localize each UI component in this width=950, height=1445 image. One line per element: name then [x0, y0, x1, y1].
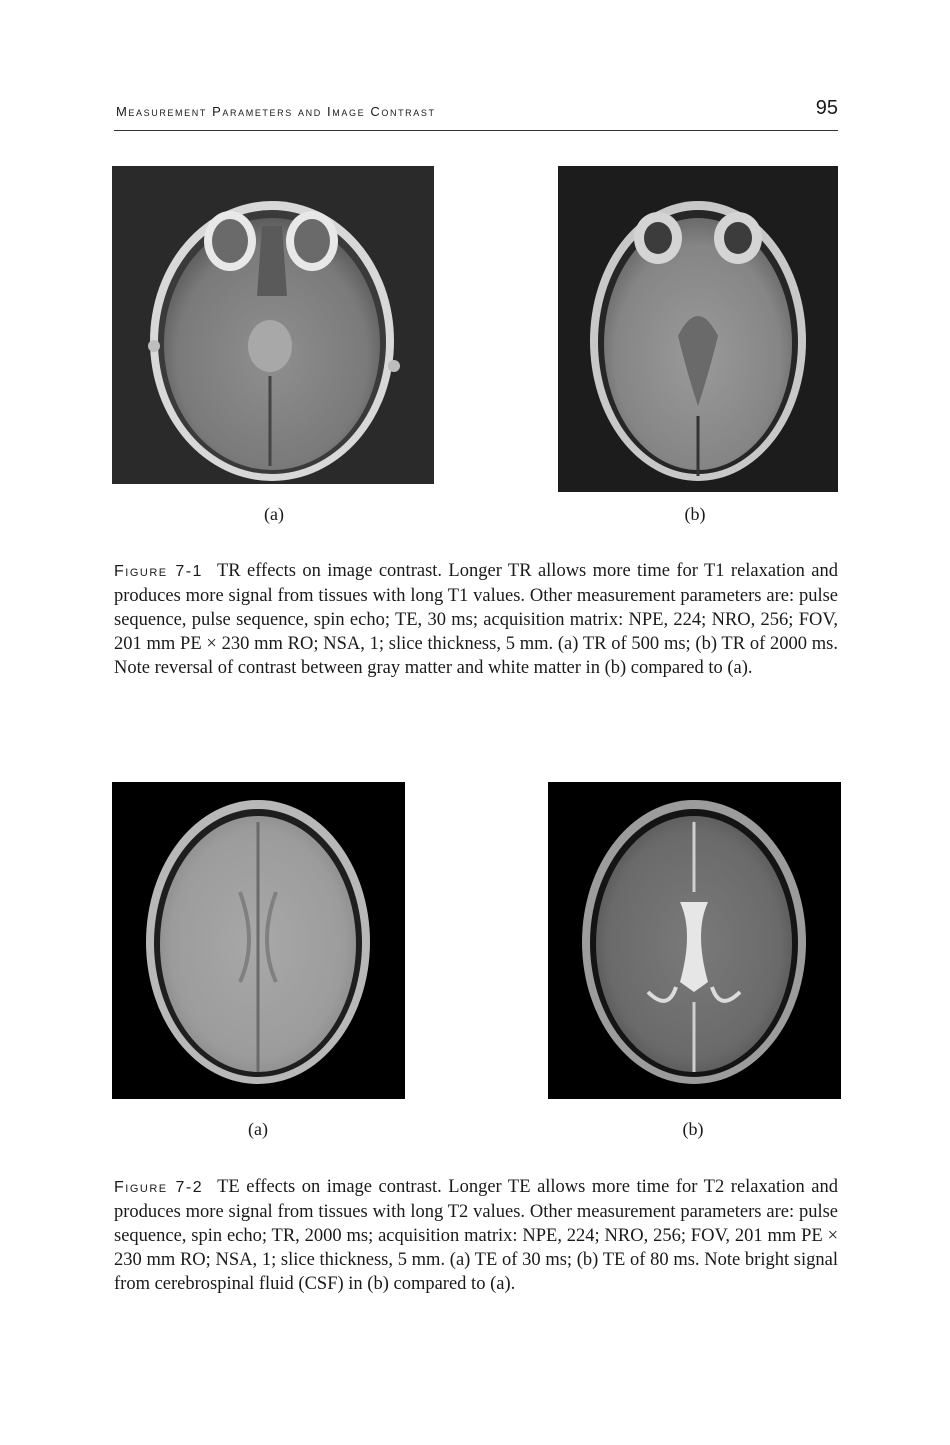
figure1-panel-b-image: [558, 166, 838, 492]
figure1-caption: [114, 559, 838, 680]
figure2-panel-b-image: [548, 782, 841, 1099]
figure1-caption-text: TR effects on image contrast. Longer TR allows more time for T1 relaxation and produces more signal from tissues with long T1 values. Other measurement parameters are: pulse sequence, pulse sequence, spin echo; TE, 30 ms; acquisition matrix: NPE, 224; NRO, 256; FOV, 201 mm PE × 230 mm RO; NSA, 1; slice thickness, 5 mm. (a) TR of 500 ms; (b) TR of 2000 ms. Note reversal of contrast between gray matter and white matter in (b) compared to (a).: [114, 561, 838, 678]
figure1-label-a: (a): [264, 504, 284, 524]
figure2-panel-a-image: [112, 782, 405, 1099]
brain-mri-image: [558, 166, 838, 492]
running-head: [114, 97, 838, 131]
figure1-panel-a-image: [112, 166, 434, 484]
figure2-caption-label: Figure 7-2: [114, 1179, 204, 1196]
running-title: Measurement Parameters and Image Contrast: [116, 104, 436, 119]
figure2-label-b: (b): [682, 1119, 704, 1139]
page-number: 95: [815, 97, 838, 119]
figure2-caption: [114, 1175, 838, 1296]
figure2-caption-text: TE effects on image contrast. Longer TE allows more time for T2 relaxation and produces more signal from tissues with long T2 values. Other measurement parameters are: pulse sequence, spin echo; TR, 2000 ms; acquisition matrix: NPE, 224; NRO, 256; FOV, 201 mm PE × 230 mm RO; NSA, 1; slice thickness, 5 mm. (a) TE of 30 ms; (b) TE of 80 ms. Note bright signal from cerebrospinal fluid (CSF) in (b) compared to (a).: [114, 1177, 838, 1294]
brain-mri-image: [112, 782, 405, 1099]
figure1-caption-label: Figure 7-1: [114, 563, 203, 580]
figure1-label-b: (b): [684, 504, 706, 524]
brain-mri-image: [112, 166, 434, 484]
figure2-label-a: (a): [248, 1119, 268, 1139]
brain-mri-image: [548, 782, 841, 1099]
